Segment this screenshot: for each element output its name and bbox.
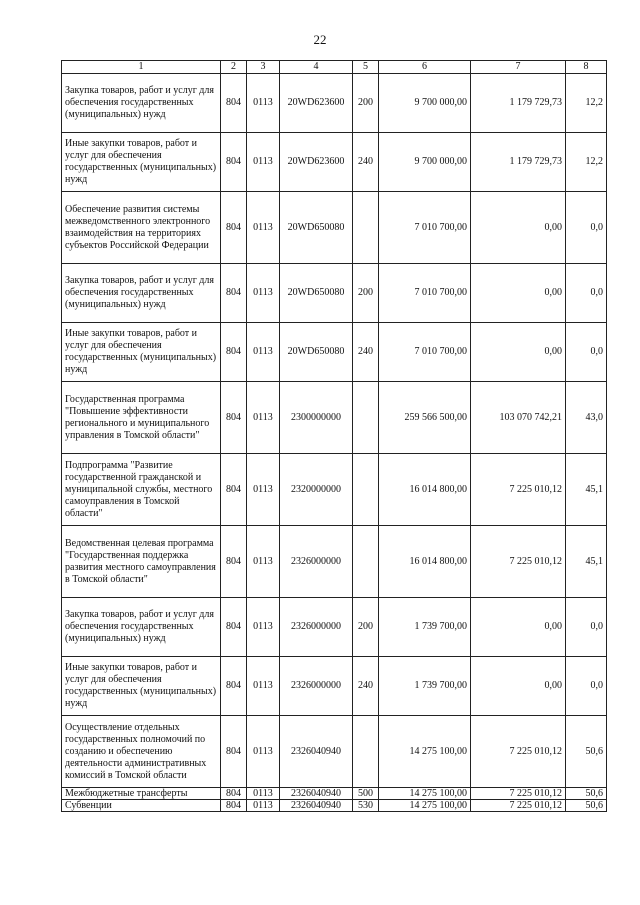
section-code: 0113 [247, 800, 280, 812]
executed-amount: 0,00 [471, 598, 566, 657]
section-code: 0113 [247, 716, 280, 788]
row-name: Обеспечение развития системы межведомственного электронного взаимодействия на территориях субъектов Российской Федерации [62, 192, 221, 264]
ministry-code: 804 [221, 800, 247, 812]
executed-amount: 0,00 [471, 192, 566, 264]
plan-amount: 1 739 700,00 [379, 598, 471, 657]
row-name: Иные закупки товаров, работ и услуг для обеспечения государственных (муниципальных) нужд [62, 657, 221, 716]
expense-type-code: 240 [353, 133, 379, 192]
executed-amount: 7 225 010,12 [471, 800, 566, 812]
ministry-code: 804 [221, 454, 247, 526]
row-name: Закупка товаров, работ и услуг для обеспечения государственных (муниципальных) нужд [62, 74, 221, 133]
plan-amount: 259 566 500,00 [379, 382, 471, 454]
execution-percent: 12,2 [566, 133, 607, 192]
execution-percent: 0,0 [566, 192, 607, 264]
executed-amount: 0,00 [471, 264, 566, 323]
plan-amount: 14 275 100,00 [379, 800, 471, 812]
table-row [62, 788, 607, 800]
expense-type-code [353, 716, 379, 788]
expense-type-code: 200 [353, 74, 379, 133]
executed-amount: 0,00 [471, 323, 566, 382]
row-name: Подпрограмма "Развитие государственной гражданской и муниципальной службы, местного самоуправления в Томской области" [62, 454, 221, 526]
table-row [62, 657, 607, 716]
execution-percent: 0,0 [566, 264, 607, 323]
expense-type-code: 240 [353, 323, 379, 382]
ministry-code: 804 [221, 788, 247, 800]
target-article-code: 2326040940 [280, 716, 353, 788]
execution-percent: 12,2 [566, 74, 607, 133]
header-col-6: 6 [379, 61, 471, 74]
expense-type-code [353, 454, 379, 526]
ministry-code: 804 [221, 598, 247, 657]
section-code: 0113 [247, 74, 280, 133]
plan-amount: 9 700 000,00 [379, 133, 471, 192]
plan-amount: 14 275 100,00 [379, 716, 471, 788]
target-article-code: 2326000000 [280, 598, 353, 657]
ministry-code: 804 [221, 74, 247, 133]
execution-percent: 0,0 [566, 657, 607, 716]
executed-amount: 103 070 742,21 [471, 382, 566, 454]
header-col-7: 7 [471, 61, 566, 74]
ministry-code: 804 [221, 382, 247, 454]
section-code: 0113 [247, 598, 280, 657]
plan-amount: 1 739 700,00 [379, 657, 471, 716]
target-article-code: 2300000000 [280, 382, 353, 454]
table-row [62, 598, 607, 657]
plan-amount: 7 010 700,00 [379, 323, 471, 382]
expense-type-code [353, 382, 379, 454]
target-article-code: 2326040940 [280, 800, 353, 812]
table-header-row [62, 61, 607, 74]
executed-amount: 7 225 010,12 [471, 788, 566, 800]
target-article-code: 20WD650080 [280, 323, 353, 382]
target-article-code: 20WD650080 [280, 192, 353, 264]
row-name: Межбюджетные трансферты [62, 788, 221, 800]
executed-amount: 7 225 010,12 [471, 526, 566, 598]
table-row [62, 74, 607, 133]
table-row [62, 323, 607, 382]
section-code: 0113 [247, 788, 280, 800]
execution-percent: 45,1 [566, 526, 607, 598]
plan-amount: 16 014 800,00 [379, 526, 471, 598]
table-row [62, 382, 607, 454]
expense-type-code: 200 [353, 598, 379, 657]
ministry-code: 804 [221, 264, 247, 323]
section-code: 0113 [247, 382, 280, 454]
section-code: 0113 [247, 657, 280, 716]
expense-type-code: 240 [353, 657, 379, 716]
row-name: Ведомственная целевая программа "Государственная поддержка развития местного самоуправления в Томской области" [62, 526, 221, 598]
header-col-3: 3 [247, 61, 280, 74]
header-col-1: 1 [62, 61, 221, 74]
section-code: 0113 [247, 264, 280, 323]
plan-amount: 9 700 000,00 [379, 74, 471, 133]
ministry-code: 804 [221, 192, 247, 264]
execution-percent: 0,0 [566, 323, 607, 382]
target-article-code: 2326000000 [280, 657, 353, 716]
section-code: 0113 [247, 192, 280, 264]
header-col-8: 8 [566, 61, 607, 74]
target-article-code: 2326040940 [280, 788, 353, 800]
row-name: Субвенции [62, 800, 221, 812]
table-row [62, 526, 607, 598]
row-name: Иные закупки товаров, работ и услуг для обеспечения государственных (муниципальных) нужд [62, 323, 221, 382]
expense-type-code: 500 [353, 788, 379, 800]
row-name: Закупка товаров, работ и услуг для обеспечения государственных (муниципальных) нужд [62, 598, 221, 657]
table-row [62, 264, 607, 323]
executed-amount: 1 179 729,73 [471, 74, 566, 133]
ministry-code: 804 [221, 323, 247, 382]
plan-amount: 14 275 100,00 [379, 788, 471, 800]
executed-amount: 7 225 010,12 [471, 454, 566, 526]
target-article-code: 20WD623600 [280, 74, 353, 133]
header-col-5: 5 [353, 61, 379, 74]
table-row [62, 454, 607, 526]
expense-type-code: 530 [353, 800, 379, 812]
table-row [62, 192, 607, 264]
table-row [62, 716, 607, 788]
row-name: Иные закупки товаров, работ и услуг для обеспечения государственных (муниципальных) нужд [62, 133, 221, 192]
ministry-code: 804 [221, 133, 247, 192]
expense-type-code [353, 526, 379, 598]
ministry-code: 804 [221, 716, 247, 788]
target-article-code: 20WD650080 [280, 264, 353, 323]
execution-percent: 50,6 [566, 716, 607, 788]
table-row [62, 133, 607, 192]
target-article-code: 20WD623600 [280, 133, 353, 192]
row-name: Государственная программа "Повышение эффективности регионального и муниципального управления в Томской области" [62, 382, 221, 454]
section-code: 0113 [247, 526, 280, 598]
execution-percent: 50,6 [566, 800, 607, 812]
section-code: 0113 [247, 133, 280, 192]
plan-amount: 7 010 700,00 [379, 264, 471, 323]
plan-amount: 16 014 800,00 [379, 454, 471, 526]
row-name: Закупка товаров, работ и услуг для обеспечения государственных (муниципальных) нужд [62, 264, 221, 323]
header-col-4: 4 [280, 61, 353, 74]
page-number: 22 [313, 32, 327, 47]
execution-percent: 50,6 [566, 788, 607, 800]
execution-percent: 45,1 [566, 454, 607, 526]
executed-amount: 1 179 729,73 [471, 133, 566, 192]
section-code: 0113 [247, 454, 280, 526]
expense-type-code [353, 192, 379, 264]
execution-percent: 43,0 [566, 382, 607, 454]
execution-percent: 0,0 [566, 598, 607, 657]
row-name: Осуществление отдельных государственных полномочий по созданию и обеспечению деятельности административных комиссий в Томской области [62, 716, 221, 788]
ministry-code: 804 [221, 526, 247, 598]
budget-table [61, 60, 607, 812]
expense-type-code: 200 [353, 264, 379, 323]
target-article-code: 2326000000 [280, 526, 353, 598]
executed-amount: 0,00 [471, 657, 566, 716]
plan-amount: 7 010 700,00 [379, 192, 471, 264]
table-row [62, 800, 607, 812]
ministry-code: 804 [221, 657, 247, 716]
executed-amount: 7 225 010,12 [471, 716, 566, 788]
target-article-code: 2320000000 [280, 454, 353, 526]
header-col-2: 2 [221, 61, 247, 74]
section-code: 0113 [247, 323, 280, 382]
